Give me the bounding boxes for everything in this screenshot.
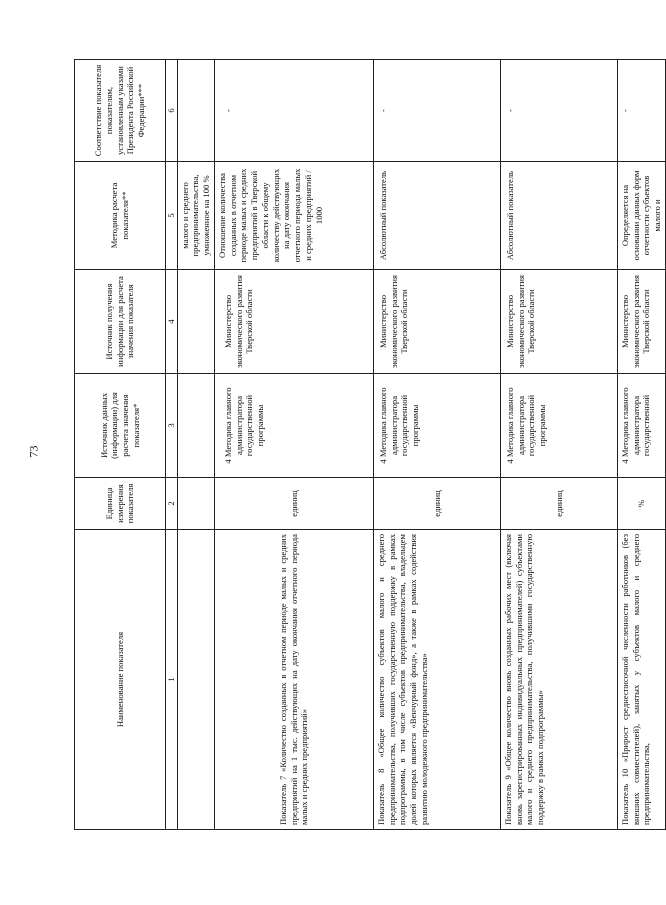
indicator-data-source: 4 Методика главного администратора государственной программы xyxy=(214,374,373,478)
indicator-data-source: 4 Методика главного администратора государственной xyxy=(617,374,665,478)
indicator-info-source: Министерство экономического развития Тверской области xyxy=(500,270,617,374)
table-row xyxy=(214,60,373,830)
table-row xyxy=(617,60,665,830)
table-row xyxy=(500,60,617,830)
header-unit: Единица измерения показателя xyxy=(75,478,166,530)
indicator-method: Абсолютный показатель xyxy=(500,162,617,270)
rotated-page xyxy=(74,60,663,830)
indicator-unit xyxy=(177,478,214,530)
indicator-name: Показатель 10 «Прирост среднесписочной численности работников (без внешних совместителей), занятых у субъектов малого и среднего предпринимательства, xyxy=(617,530,665,830)
indicator-name: Показатель 9 «Общее количество вновь созданных рабочих мест (включая вновь зарегистрированных индивидуальных предпринимателей) субъектами малого и среднего предпринимательства, получившими государственную поддержку в рамках подпрограммы» xyxy=(500,530,617,830)
indicators-table xyxy=(74,59,666,830)
indicator-method: Отношение количества созданных в отчетном периоде малых и средних предприятий в Тверской области к общему количеству действующих на дату окончания отчетного периода малых и средних предприятий / 1000 xyxy=(214,162,373,270)
indicator-unit: % xyxy=(617,478,665,530)
indicator-unit: единиц xyxy=(214,478,373,530)
column-number: 1 xyxy=(166,530,178,830)
indicator-data-source xyxy=(177,374,214,478)
column-number: 4 xyxy=(166,270,178,374)
column-number: 5 xyxy=(166,162,178,270)
indicator-data-source: 4 Методика главного администратора государственной программы xyxy=(373,374,500,478)
indicator-unit: единиц xyxy=(373,478,500,530)
indicator-name: Показатель 7 «Количество созданных в отчетном периоде малых и средних предприятий на 1 тыс. действующих на дату окончания отчетного периода малых и средних предприятий» xyxy=(214,530,373,830)
indicator-compliance: - xyxy=(500,60,617,162)
table-header-row xyxy=(75,60,166,830)
column-number: 3 xyxy=(166,374,178,478)
indicator-name: Показатель 8 «Общее количество субъектов малого и среднего предпринимательства, получивших государственную поддержку в рамках подпрограммы, в том числе субъектов предпринимательства, владельцем долей которых является «Венчурный фонд», а также в рамках содействия развитию молодежного предпринимательства» xyxy=(373,530,500,830)
header-method: Методика расчета показателя** xyxy=(75,162,166,270)
indicator-compliance: - xyxy=(617,60,665,162)
indicator-unit: единиц xyxy=(500,478,617,530)
indicator-compliance: - xyxy=(373,60,500,162)
header-compliance: Соответствие показателя показателям, установленным указами Президента Российской Федерации*** xyxy=(75,60,166,162)
indicator-method: Абсолютный показатель xyxy=(373,162,500,270)
indicator-method: малого и среднего предпринимательства, умноженное на 100 % xyxy=(177,162,214,270)
indicator-info-source: Министерство экономического развития Тверской области xyxy=(214,270,373,374)
indicator-info-source xyxy=(177,270,214,374)
header-name: Наименование показателя xyxy=(75,530,166,830)
table-row xyxy=(177,60,214,830)
indicator-info-source: Министерство экономического развития Тверской области xyxy=(373,270,500,374)
indicator-method: Определяется на основании данных форм отчетности субъектов малого и xyxy=(617,162,665,270)
column-number-row xyxy=(166,60,178,830)
indicator-name xyxy=(177,530,214,830)
column-number: 2 xyxy=(166,478,178,530)
header-data-source: Источник данных (информации) для расчета значения показателя* xyxy=(75,374,166,478)
indicator-info-source: Министерство экономического развития Тверской области xyxy=(617,270,665,374)
indicator-compliance xyxy=(177,60,214,162)
column-number: 6 xyxy=(166,60,178,162)
page-number: 73 xyxy=(26,445,41,458)
indicator-data-source: 4 Методика главного администратора государственной программы xyxy=(500,374,617,478)
header-info-source: Источник получения информации для расчета значения показателя xyxy=(75,270,166,374)
indicator-compliance: - xyxy=(214,60,373,162)
table-row xyxy=(373,60,500,830)
